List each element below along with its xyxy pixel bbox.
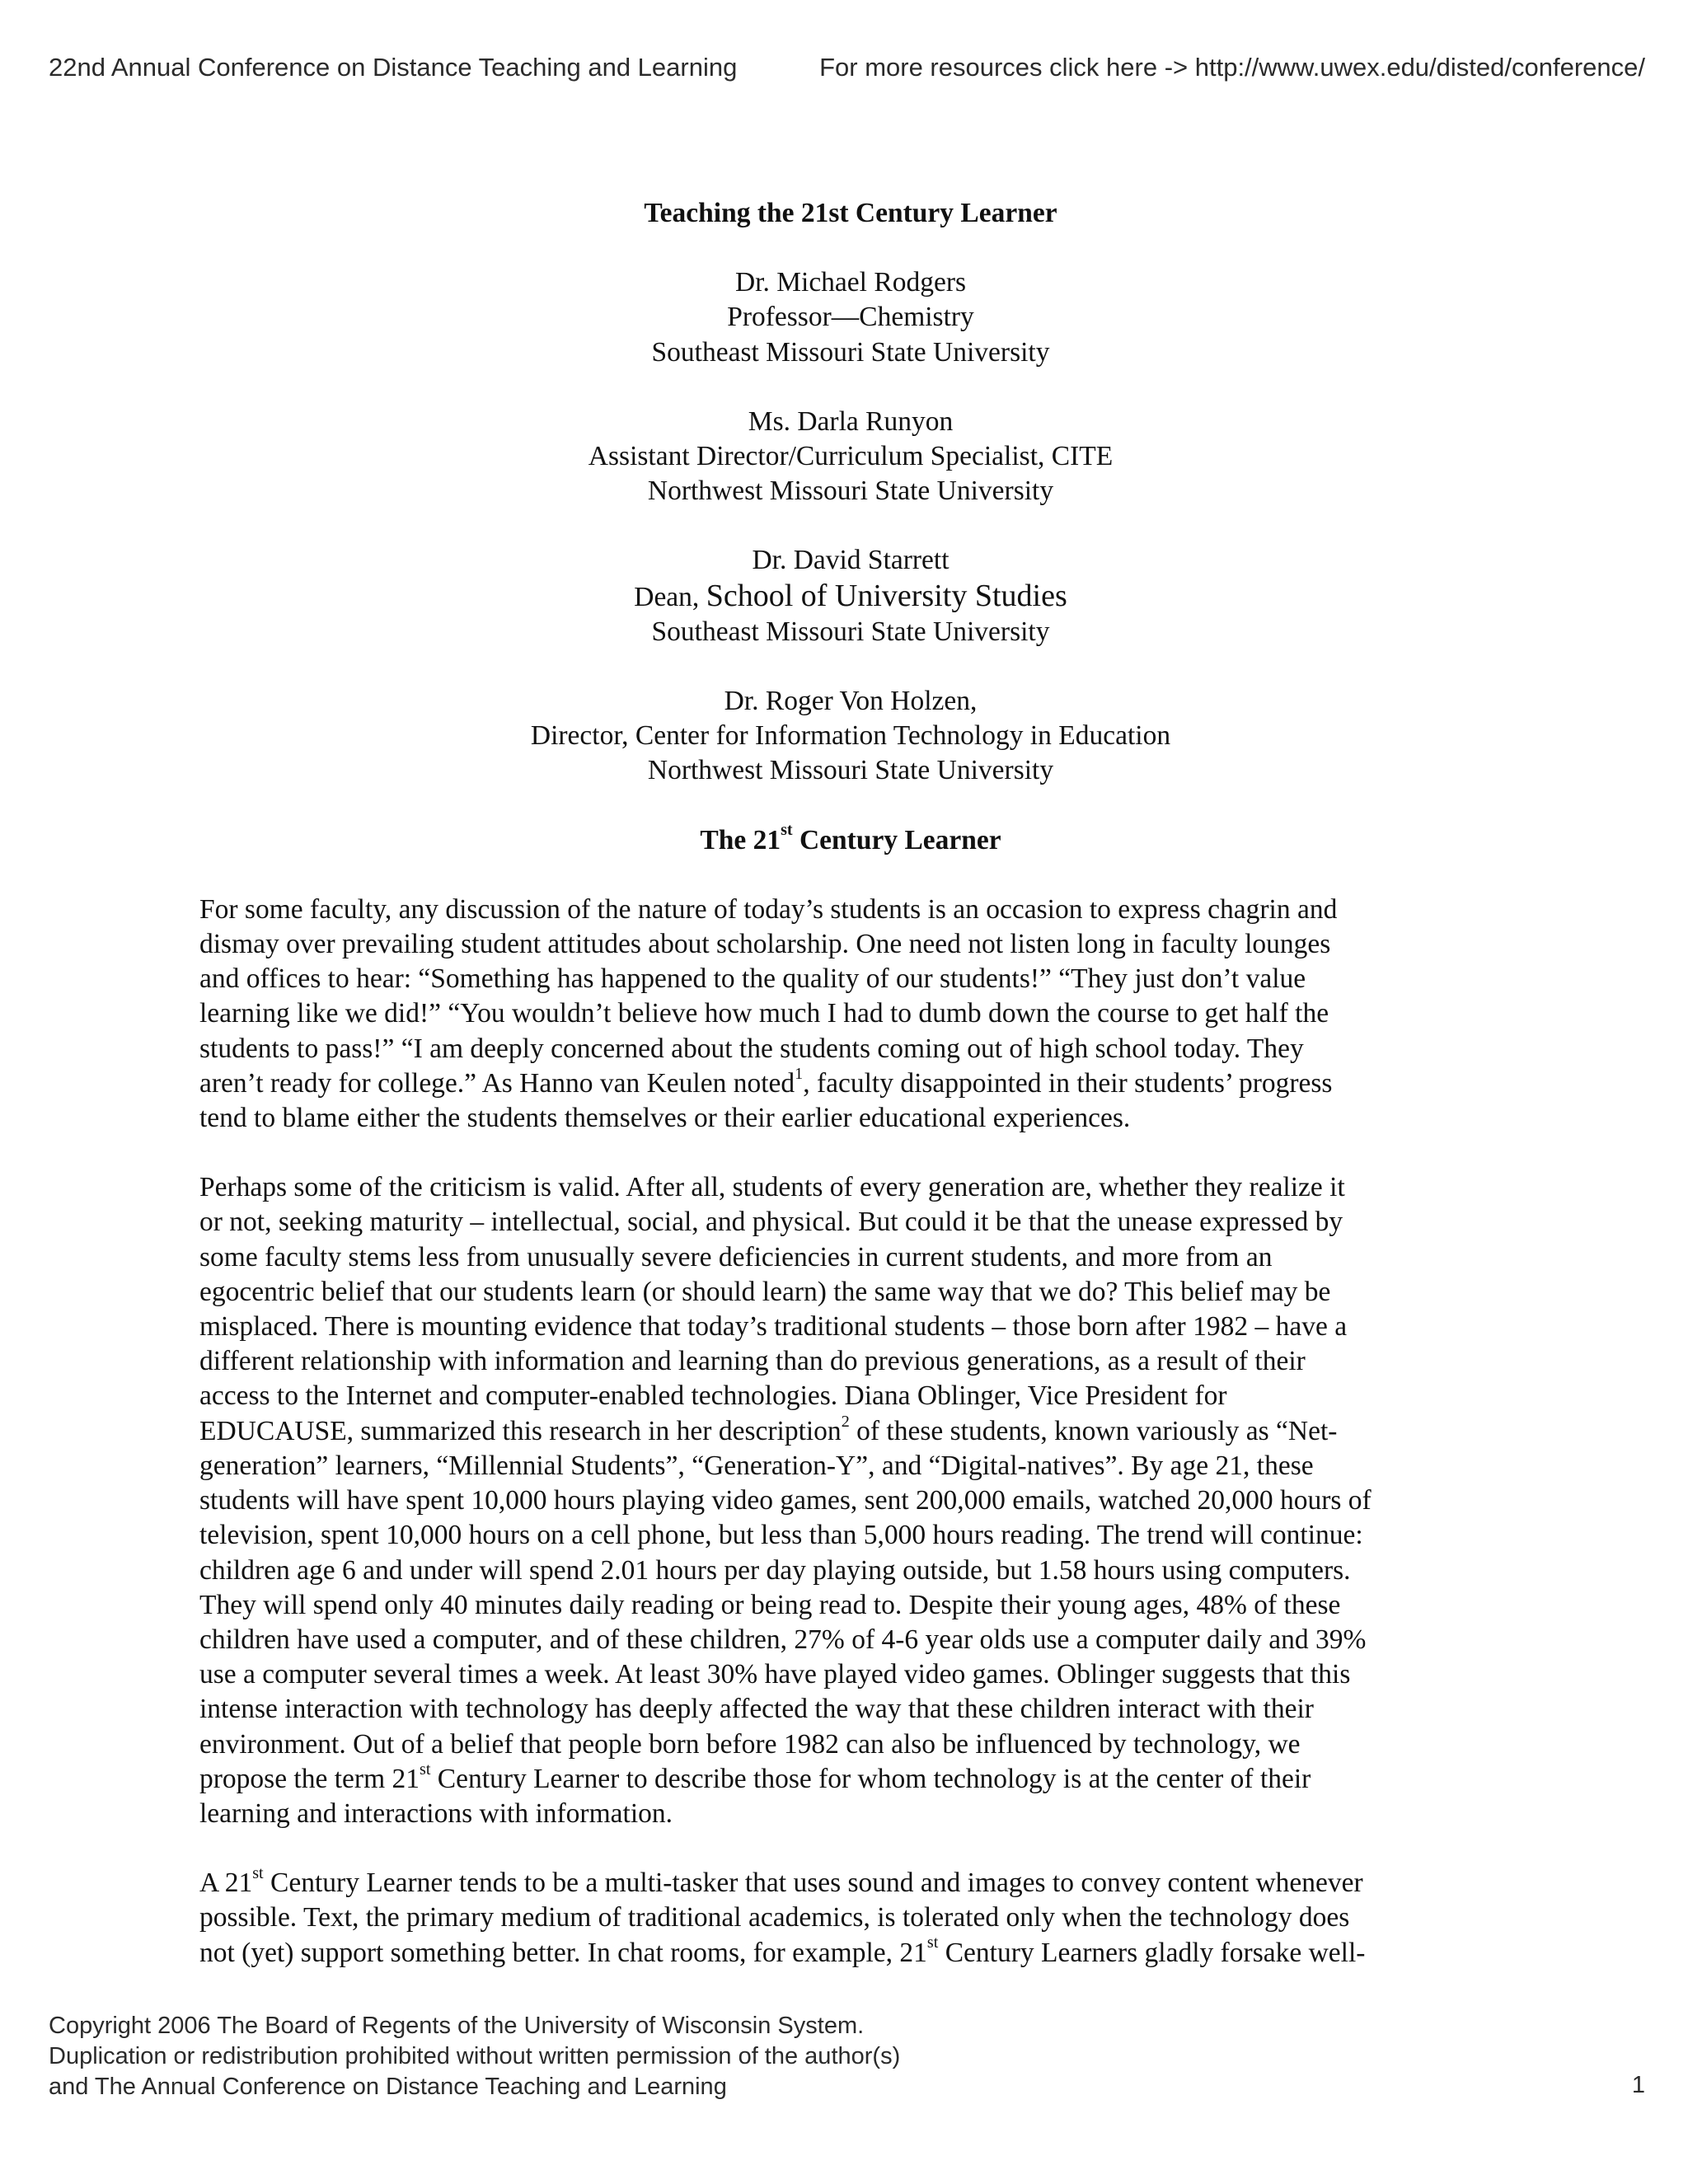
text-segment: , faculty disappointed in their students’ progress <box>803 1067 1333 1099</box>
text-line: and offices to hear: “Something has happened to the quality of our students!” “They just don’t value <box>199 963 1306 995</box>
paragraph-1 <box>199 893 1502 1136</box>
author-org: Southeast Missouri State University <box>651 336 1050 368</box>
section-heading-post: Century Learner <box>792 824 1001 855</box>
author-name: Dr. David Starrett <box>752 545 950 576</box>
author-name: Dr. Michael Rodgers <box>734 267 967 298</box>
author-4 <box>199 684 1502 789</box>
author-2 <box>199 405 1502 509</box>
footnote-ref-1[interactable]: 1 <box>795 1064 804 1083</box>
footnote-ref-2[interactable]: 2 <box>841 1412 850 1431</box>
text-line: misplaced. There is mounting evidence that today’s traditional students – those born after 1982 – have a <box>199 1311 1348 1343</box>
author-org: Northwest Missouri State University <box>647 476 1054 507</box>
author-role: Professor—Chemistry <box>727 302 974 333</box>
superscript: st <box>252 1863 264 1882</box>
text-line: Perhaps some of the criticism is valid. After all, students of every generation are, whether they realize it <box>199 1172 1345 1203</box>
text-line <box>199 1762 1502 1797</box>
author-role <box>199 579 1502 615</box>
text-segment: EDUCAUSE, summarized this research in her description <box>199 1415 842 1446</box>
text-line: egocentric belief that our students learn (or should learn) the same way that we do? This belief may be <box>199 1276 1331 1307</box>
text-segment: not (yet) support something better. In chat rooms, for example, 21 <box>199 1937 927 1968</box>
text-line <box>199 1863 1502 1900</box>
paper-body <box>199 196 1502 1971</box>
resources-link[interactable] <box>819 53 1645 82</box>
text-line: children age 6 and under will spend 2.01 hours per day playing outside, but 1.58 hours using computers. <box>199 1554 1351 1586</box>
text-line: or not, seeking maturity – intellectual, social, and physical. But could it be that the unease expressed by <box>199 1207 1343 1238</box>
superscript: st <box>926 1933 939 1952</box>
text-line: intense interaction with technology has deeply affected the way that these children interact with their <box>199 1694 1314 1725</box>
text-line: students will have spent 10,000 hours playing video games, sent 200,000 emails, watched 20,000 hours of <box>199 1485 1372 1516</box>
text-segment: Century Learners gladly forsake well- <box>938 1937 1366 1968</box>
text-segment: Century Learner to describe those for whom technology is at the center of their <box>430 1763 1311 1794</box>
text-segment: of these students, known variously as “Net- <box>849 1415 1338 1446</box>
text-line: access to the Internet and computer-enabled technologies. Diana Oblinger, Vice President for <box>199 1380 1227 1412</box>
superscript: st <box>420 1760 431 1779</box>
text-line: different relationship with information and learning than do previous generations, as a result of their <box>199 1346 1306 1377</box>
text-line: They will spend only 40 minutes daily reading or being read to. Despite their young ages, 48% of these <box>199 1589 1341 1620</box>
author-org: Northwest Missouri State University <box>647 755 1054 786</box>
text-line: For some faculty, any discussion of the nature of today’s students is an occasion to express chagrin and <box>199 893 1338 925</box>
text-segment: propose the term 21 <box>199 1763 420 1794</box>
paragraph-3 <box>199 1863 1502 1971</box>
text-segment: A 21 <box>199 1868 253 1899</box>
author-role-prefix: Dean, <box>634 581 706 612</box>
text-line <box>199 1933 1502 1971</box>
title-block <box>199 196 1502 858</box>
text-line: learning and interactions with information. <box>199 1797 673 1829</box>
text-line: television, spent 10,000 hours on a cell phone, but less than 5,000 hours reading. The trend will continue: <box>199 1520 1363 1551</box>
text-line: dismay over prevailing student attitudes about scholarship. One need not listen long in faculty lounges <box>199 929 1331 960</box>
author-role-unit: School of University Studies <box>706 578 1067 613</box>
text-line: generation” learners, “Millennial Students”, “Generation-Y”, and “Digital-natives”. By age 21, these <box>199 1450 1314 1481</box>
footer-line: and The Annual Conference on Distance Teaching and Learning <box>49 2074 727 2100</box>
text-line: use a computer several times a week. At least 30% have played video games. Oblinger suggests that this <box>199 1659 1351 1690</box>
text-line: students to pass!” “I am deeply concerned about the students coming out of high school today. They <box>199 1033 1304 1064</box>
text-line <box>199 1414 1502 1449</box>
author-org: Southeast Missouri State University <box>651 616 1050 647</box>
text-line: environment. Out of a belief that people born before 1982 can also be influenced by technology, we <box>199 1728 1301 1760</box>
author-role: Assistant Director/Curriculum Specialist, CITE <box>588 441 1114 472</box>
page-number: 1 <box>1631 2072 1645 2098</box>
footer-line: Duplication or redistribution prohibited without written permission of the author(s) <box>49 2043 901 2069</box>
section-heading-sup: st <box>781 821 793 840</box>
text-line: children have used a computer, and of these children, 27% of 4-6 year olds use a computer daily and 39% <box>199 1624 1367 1655</box>
text-line: learning like we did!” “You wouldn’t believe how much I had to dumb down the course to get half the <box>199 998 1329 1029</box>
resources-link-text[interactable]: For more resources click here -> http://www.uwex.edu/disted/conference/ <box>819 53 1645 82</box>
text-line: tend to blame either the students themselves or their earlier educational experiences. <box>199 1103 1131 1134</box>
author-name: Dr. Roger Von Holzen, <box>724 686 978 717</box>
author-role: Director, Center for Information Technology in Education <box>530 720 1171 752</box>
running-header-conference: 22nd Annual Conference on Distance Teaching and Learning <box>49 53 738 82</box>
author-name: Ms. Darla Runyon <box>748 405 954 437</box>
text-line: some faculty stems less from unusually severe deficiencies in current students, and more from an <box>199 1241 1273 1272</box>
section-heading-pre: The 21 <box>700 824 781 855</box>
author-1 <box>199 265 1502 370</box>
text-segment: Century Learner tends to be a multi-tasker that uses sound and images to convey content whenever <box>263 1868 1363 1899</box>
author-3 <box>199 543 1502 649</box>
text-line: possible. Text, the primary medium of traditional academics, is tolerated only when the technology does <box>199 1902 1350 1933</box>
section-heading <box>199 823 1502 858</box>
paragraph-2 <box>199 1170 1502 1831</box>
paper-title: Teaching the 21st Century Learner <box>644 198 1057 228</box>
copyright-footer <box>49 2011 900 2102</box>
text-line <box>199 1066 1502 1101</box>
text-segment: aren’t ready for college.” As Hanno van Keulen noted <box>199 1067 795 1099</box>
footer-line: Copyright 2006 The Board of Regents of the University of Wisconsin System. <box>49 2013 865 2039</box>
